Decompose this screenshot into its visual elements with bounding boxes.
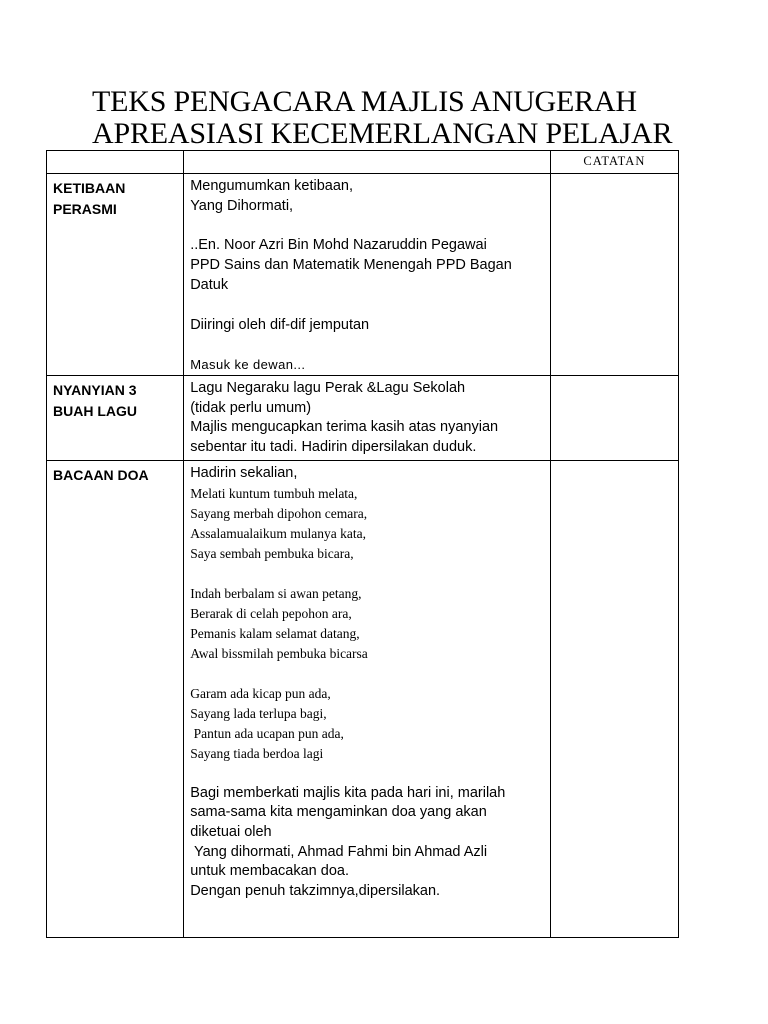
row-content: [184, 375, 551, 460]
row-label: [47, 375, 184, 460]
pantun-line: Garam ada kicap pun ada,: [190, 685, 331, 701]
row-label-line: BACAAN DOA: [53, 466, 149, 483]
row-label: [47, 460, 184, 937]
table-row: [47, 460, 679, 937]
header-cell-empty: [47, 151, 184, 174]
content-line: sama-sama kita mengaminkan doa yang akan: [190, 804, 487, 821]
content-line: ..En. Noor Azri Bin Mohd Nazaruddin Pegawai: [190, 237, 487, 254]
pantun-line: Saya sembah pembuka bicara,: [190, 545, 354, 561]
table-header-row: [47, 151, 679, 174]
table-row: [47, 174, 679, 376]
content-line: PPD Sains dan Matematik Menengah PPD Bagan: [190, 257, 512, 274]
document-title: [92, 86, 712, 150]
row-label: [47, 174, 184, 376]
content-line: untuk membacakan doa.: [190, 863, 349, 880]
pantun-line: Sayang lada terlupa bagi,: [190, 705, 327, 721]
content-line: Yang Dihormati,: [190, 197, 294, 214]
pantun-line: Melati kuntum tumbuh melata,: [190, 485, 358, 501]
content-line: Bagi memberkati majlis kita pada hari ini, marilah: [190, 784, 506, 801]
pantun-line: Pemanis kalam selamat datang,: [190, 625, 360, 641]
catatan-cell: [550, 375, 678, 460]
pantun-line: Sayang merbah dipohon cemara,: [190, 505, 368, 521]
content-line: (tidak perlu umum): [190, 399, 312, 416]
content-line: Majlis mengucapkan terima kasih atas nyanyian: [190, 419, 499, 436]
row-label-line: KETIBAAN: [53, 180, 126, 196]
content-line: Hadirin sekalian,: [190, 464, 298, 481]
pantun-line: Sayang tiada berdoa lagi: [190, 745, 324, 761]
row-label-line: BUAH LAGU: [53, 402, 137, 419]
pantun-line: Indah berbalam si awan petang,: [190, 585, 362, 601]
content-line: Datuk: [190, 276, 229, 293]
content-line: diketuai oleh: [190, 824, 272, 841]
row-label-line: PERASMI: [53, 201, 117, 217]
pantun-line: Awal bissmilah pembuka bicarsa: [190, 645, 368, 661]
row-content: [184, 174, 551, 376]
pantun-line: Pantun ada ucapan pun ada,: [190, 725, 344, 741]
header-catatan: CATATAN: [550, 151, 678, 174]
title-line-1: TEKS PENGACARA MAJLIS ANUGERAH: [92, 85, 637, 118]
pantun-line: Berarak di celah pepohon ara,: [190, 605, 352, 621]
table-row: [47, 375, 679, 460]
content-line: Lagu Negaraku lagu Perak &Lagu Sekolah: [190, 379, 466, 396]
script-table: [46, 150, 679, 938]
content-line: Masuk ke dewan...: [190, 357, 306, 373]
content-line: Dengan penuh takzimnya,dipersilakan.: [190, 883, 441, 900]
row-content: [184, 460, 551, 937]
header-cell-empty: [184, 151, 551, 174]
row-label-line: NYANYIAN 3: [53, 381, 137, 398]
catatan-cell: [550, 174, 678, 376]
content-line: Yang dihormati, Ahmad Fahmi bin Ahmad Azli: [190, 843, 488, 860]
content-line: sebentar itu tadi. Hadirin dipersilakan duduk.: [190, 439, 477, 456]
pantun-line: Assalamualaikum mulanya kata,: [190, 525, 367, 541]
content-line: Mengumumkan ketibaan,: [190, 178, 354, 194]
content-line: Diiringi oleh dif-dif jemputan: [190, 316, 370, 333]
catatan-cell: [550, 460, 678, 937]
title-line-2: APREASIASI KECEMERLANGAN PELAJAR: [92, 117, 673, 150]
